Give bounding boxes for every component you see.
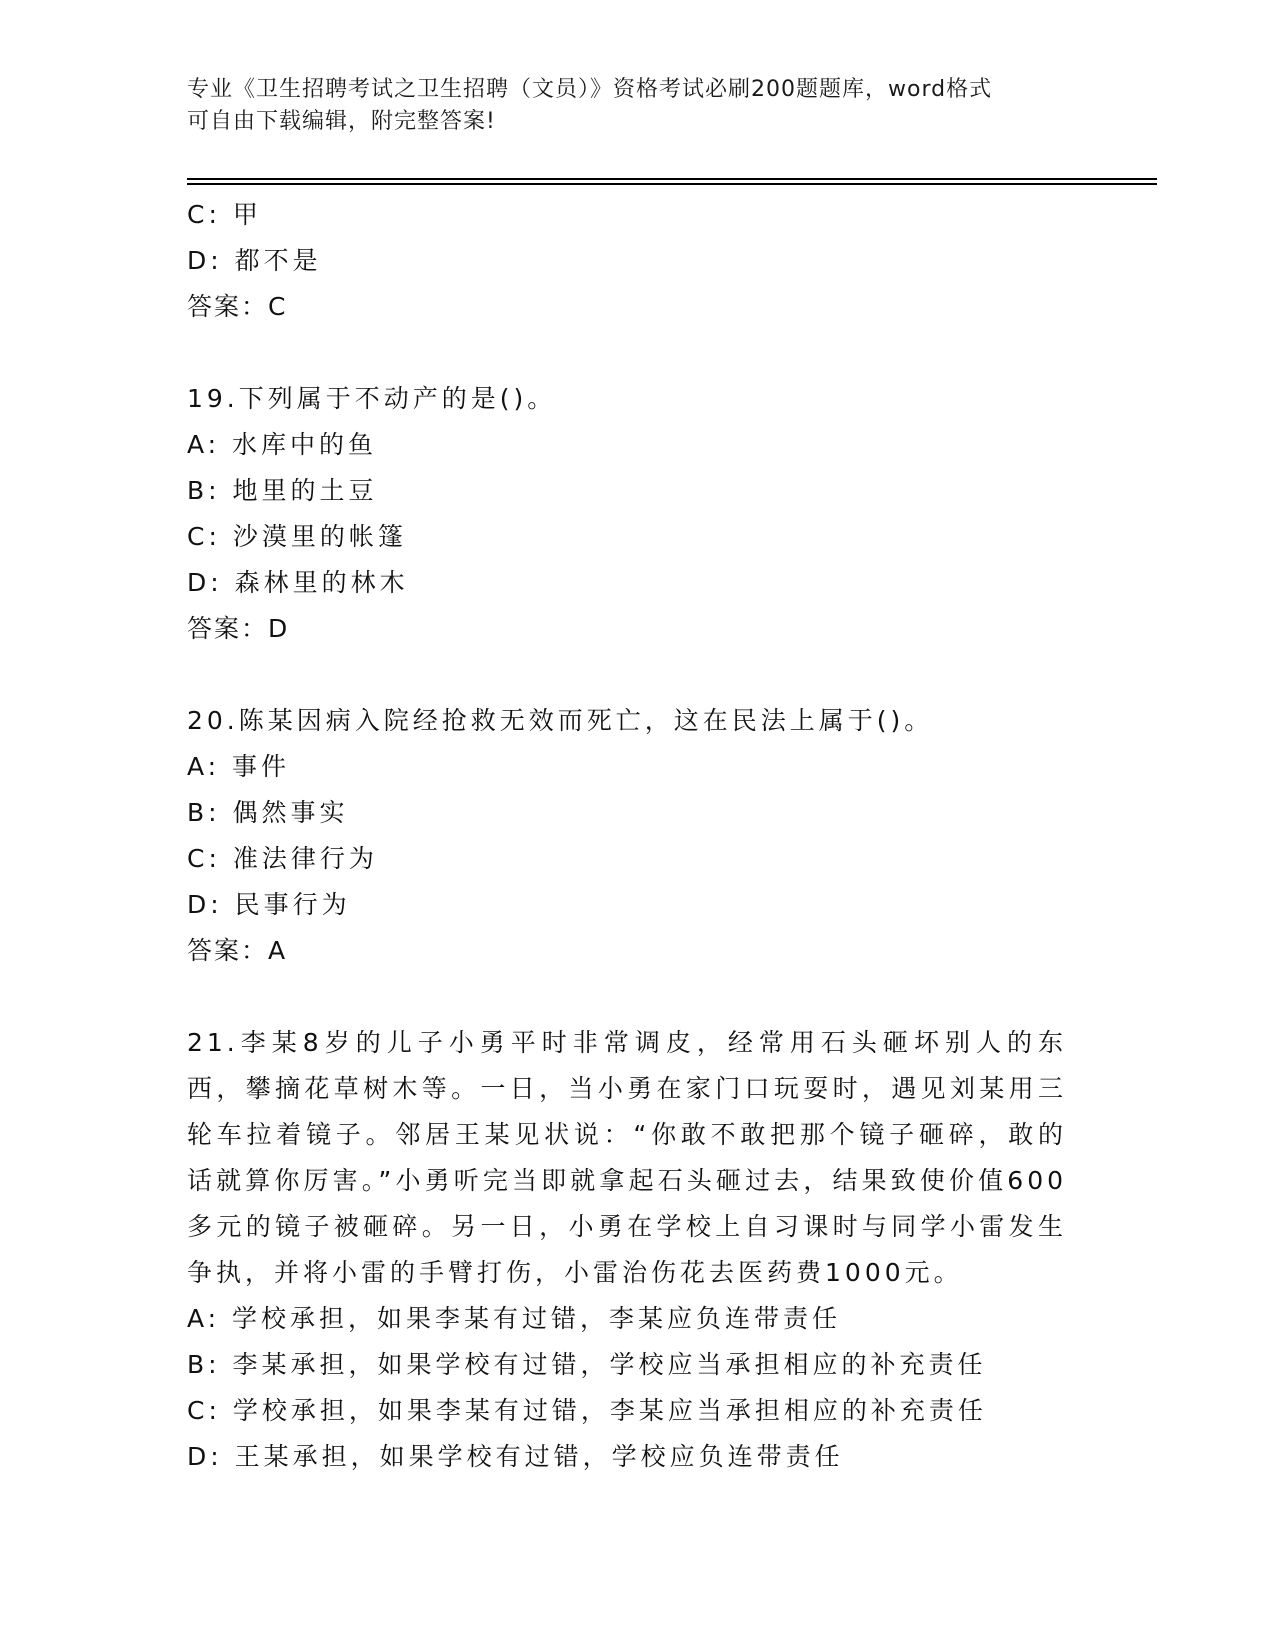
question-block-21	[187, 1020, 1067, 1480]
header-line-1: 专业《卫生招聘考试之卫生招聘（文员）》资格考试必刷200题题库，word格式	[187, 77, 993, 102]
document-header	[187, 74, 1067, 138]
answer-line: 答案：A	[187, 936, 288, 965]
option-b: B: 偶然事实	[187, 798, 349, 827]
option-c: C: 学校承担，如果李某有过错，李某应当承担相应的补充责任	[187, 1396, 987, 1425]
header-line-2: 可自由下载编辑，附完整答案!	[187, 109, 496, 134]
question-block-prev	[187, 192, 1067, 330]
question-stem: 19.下列属于不动产的是()。	[187, 384, 557, 413]
option-d: D: 民事行为	[187, 890, 351, 919]
option-d: D: 王某承担，如果学校有过错，学校应负连带责任	[187, 1442, 844, 1471]
option-b: B: 地里的土豆	[187, 476, 378, 505]
spacer	[187, 974, 1067, 1020]
question-stem: 21.李某8岁的儿子小勇平时非常调皮，经常用石头砸坏别人的东西，攀摘花草树木等。一日，当小勇在家门口玩耍时，遇见刘某用三轮车拉着镜子。邻居王某见状说：“你敢不敢把那个镜子砸碎，敢的话就算你厉害。”小勇听完当即就拿起石头砸过去，结果致使价值600多元的镜子被砸碎。另一日，小勇在学校上自习课时与同学小雷发生争执，并将小雷的手臂打伤，小雷治伤花去医药费1000元。	[187, 1028, 1067, 1287]
option-b: B: 李某承担，如果学校有过错，学校应当承担相应的补充责任	[187, 1350, 987, 1379]
option-c: C: 甲	[187, 200, 262, 229]
question-block-19	[187, 376, 1067, 652]
option-c: C: 准法律行为	[187, 844, 378, 873]
option-d: D: 都不是	[187, 246, 322, 275]
option-d: D: 森林里的林木	[187, 568, 409, 597]
answer-line: 答案：D	[187, 614, 290, 643]
document-body	[187, 192, 1067, 1480]
option-a: A: 事件	[187, 752, 291, 781]
spacer	[187, 652, 1067, 698]
header-divider-top	[187, 178, 1157, 180]
answer-line: 答案：C	[187, 292, 288, 321]
header-divider-bottom	[187, 183, 1157, 185]
question-block-20	[187, 698, 1067, 974]
spacer	[187, 330, 1067, 376]
option-c: C: 沙漠里的帐篷	[187, 522, 407, 551]
option-a: A: 学校承担，如果李某有过错，李某应负连带责任	[187, 1304, 842, 1333]
option-a: A: 水库中的鱼	[187, 430, 378, 459]
question-stem: 20.陈某因病入院经抢救无效而死亡，这在民法上属于()。	[187, 706, 934, 735]
